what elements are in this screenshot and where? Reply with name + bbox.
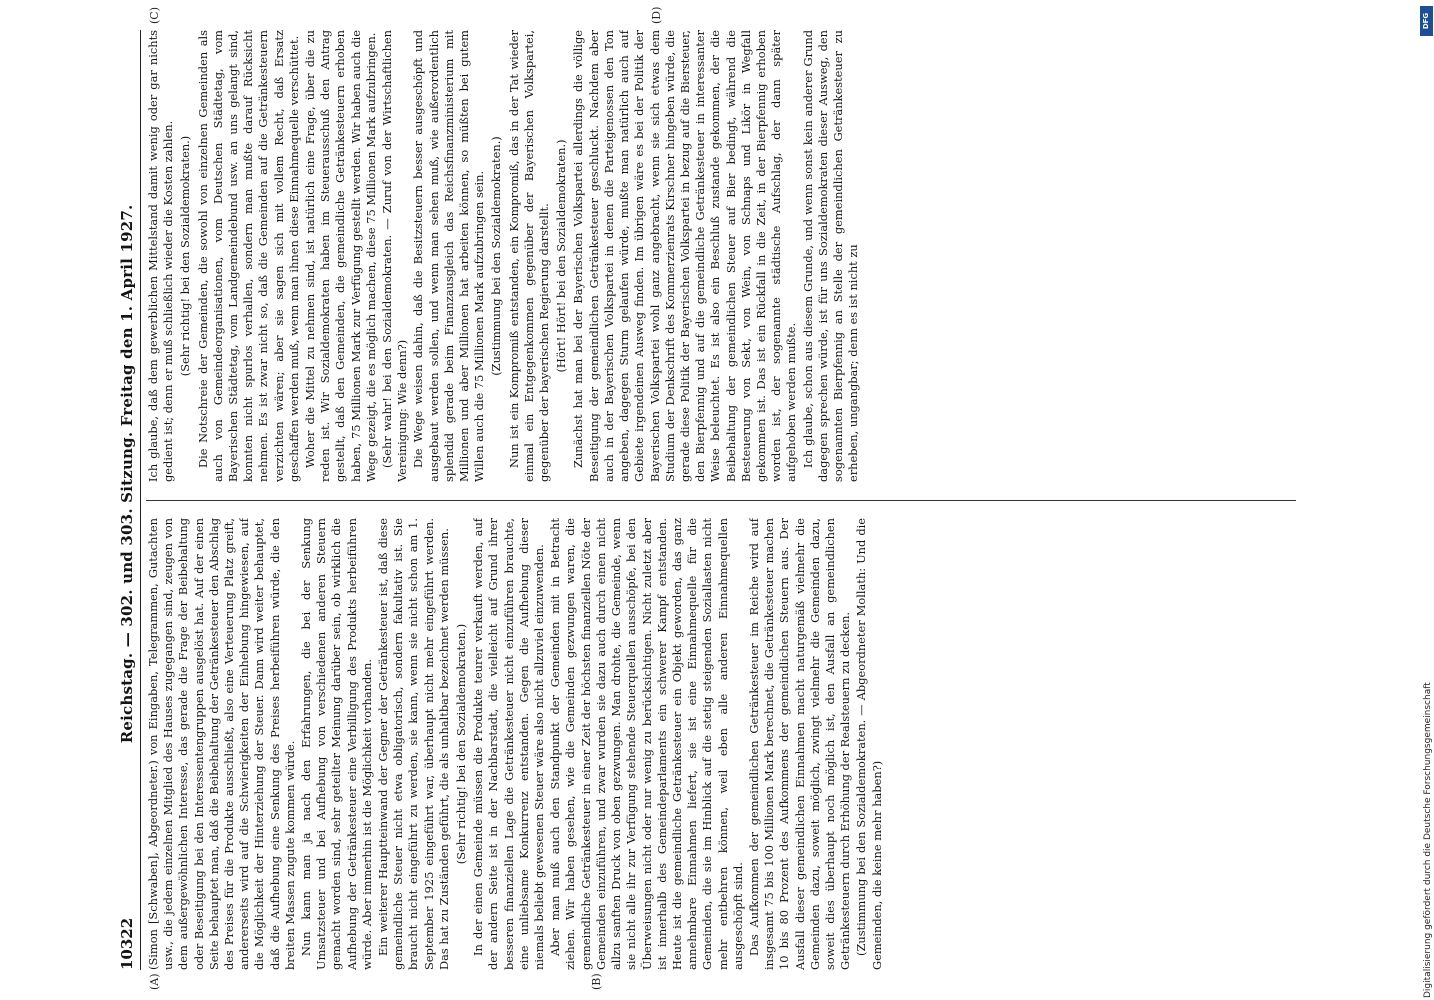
session-title: Reichstag. — 302. und 303. Sitzung. Freitag den 1. April 1927. xyxy=(118,204,136,744)
paragraph: Zunächst hat man bei der Bayerischen Volkspartei allerdings die völlige Beseitigung der gemeindlichen Getränkesteuer geschluckt. Nachdem aber auch in der Bayerischen Volkspartei in denen die Parteigenossen den Ton angeben, dagegen Sturm gelaufen würde, mußte man natürlich auch auf Gebiete irgendeinen Ausweg finden. Im übrigen wäre es bei der Politik der Bayerischen Volkspartei wohl ganz angebracht, wenn sie sich etwas dem Studium der Denkschrift des Kommerzienrats Kirschner hingeben würde, die gerade diese Politik der Bayerischen Volkspartei in bezug auf die Biersteuer, den Bierpfennig und auf die gemeindliche Getränkesteuer in interessanter Weise beleuchtet. Es ist also ein Beschluß zustande gekommen, der die Beibehaltung der gemeindlichen Steuer auf Bier bedingt, während die Besteuerung von Sekt, von Wein, von Schnaps und Likör in Wegfall gekommen ist. Das ist ein Rückfall in die Zeit, in der Bierpfennig erhoben worden ist, der sogenannte städtische Aufschlag, der dann später aufgehoben werden mußte. xyxy=(571,30,799,482)
left-column xyxy=(146,518,1306,970)
funding-note: Digitalisierung gefördert durch die Deutsche Forschungsgemeinschaft xyxy=(1423,682,1433,998)
paragraph: Die Notschreie der Gemeinden, die sowohl von einzelnen Gemeinden als auch von Gemeindeorganisationen, vom Deutschen Städtetag, vom Bayerischen Städtetag, vom Landgemeindebund usw. an uns gelangt sind, konnten nicht spurlos verhallen, sondern man mußte darauf Rücksicht nehmen. Es ist zwar nicht so, daß die Gemeinden auf die Getränkesteuern verzichten wären; aber sie sagen sich mit vollem Recht, daß Ersatz geschaffen werden muß, wenn man ihnen diese Einnahmequelle verschüttet. xyxy=(195,30,301,482)
interjection: (Sehr richtig! bei den Sozialdemokraten.) xyxy=(454,623,469,865)
paragraph: Ein weiterer Hauptteinwand der Gegner der Getränkesteuer ist, daß diese gemeindliche Steuer nicht etwa obligatorisch, sondern fakultativ ist. Sie braucht nicht eingeführt zu werden, sie kann, wenn sie nicht schon am 1. September 1925 eingeführt war, überhaupt nicht mehr eingeführt werden. Das hat zu Zuständen geführt, die als unhaltbar bezeichnet werden müssen. xyxy=(376,518,451,970)
margin-marker-d: (D) xyxy=(650,6,663,24)
paragraph: Das Aufkommen der gemeindlichen Getränkesteuer im Reiche wird auf insgesamt 75 bis 100 Millionen Mark berechnet, die Getränkesteuer machen 10 bis 80 Prozent des Aufkommens der gemeindlichen Steuern aus. Der Ausfall dieser gemeindlichen Einnahmen macht naturgemäß vielmehr die Gemeinden dazu, soweit möglich, zwingt vielmehr die Gemeinden dazu, soweit dies überhaupt noch möglich ist, den Ausfall an gemeindlichen Getränkesteuern durch Erhöhung der Realsteuern zu decken. xyxy=(746,518,853,970)
paragraph: Nun kann man ja nach den Erfahrungen, die bei der Senkung Umsatzsteuer und bei Aufhebung von verschiedenen anderen Steuern gemacht worden sind, sehr geteilter Meinung darüber sein, ob wirklich die Aufhebung der Getränkesteuer eine Verbilligung des Produkts herbeiführen würde. Aber immerhin ist die Möglichkeit vorhanden. xyxy=(299,518,374,970)
margin-marker-a: (A) xyxy=(148,973,161,990)
paragraph: Ich glaube, daß dem gewerblichen Mittelstand damit wenig oder gar nichts gedient ist; denn er muß schließlich wieder die Kosten zahlen. xyxy=(146,30,176,482)
paragraph: Nun ist ein Kompromiß entstanden, ein Kompromiß, das in der Tat wieder einmal ein Entgegenkommen gegenüber der Bayerischen Volkspartei, gegenüber der bayerischen Regierung darstellt. xyxy=(506,30,552,482)
column-divider xyxy=(146,500,1296,501)
page-number: 10322 xyxy=(118,917,136,970)
interjection: (Zustimmung bei den Sozialdemokraten. — Abgeordneter Mollath: Und die Gemeinden, die keine mehr haben?) xyxy=(854,518,884,970)
interjection: (Zustimmung bei den Sozialdemokraten.) xyxy=(489,136,504,376)
header-rule xyxy=(140,30,141,970)
paragraph: Die Wege weisen dahin, daß die Besitzsteuern besser ausgeschöpft und ausgebaut werden sollen, und wenn man sehen muß, wie außerordentlich splendid gerade beim Finanzausgleich das Reichsfinanzministerium mit Millionen und aber Millionen hat arbeiten können, so müßten bei gutem Willen auch die 75 Millionen Mark aufzubringen sein. xyxy=(411,30,487,482)
paragraph: (Simon [Schwaben], Abgeordneter.) von Eingaben, Telegrammen, Gutachten usw., die jedem einzelnen Mitglied des Hauses zugegangen sind, zeugen von dem außergewöhnlichen Interesse, das gerade die Frage der Beibehaltung oder Beseitigung bei den Interessentengruppen ausgelöst hat. Auf der einen Seite behauptet man, daß die Beibehaltung der Getränkesteuer den Abschlag des Preises für die Produkte ausschließt, also eine Verteuerung Platz greift, andererseits wird auf die Schwierigkeiten der Einhebung hingewiesen, auf die Möglichkeit der Hinterziehung der Steuer. Dann wird weiter behauptet, daß die Aufhebung eine Senkung des Preises herbeiführen würde, die den breiten Massen zugute kommen würde. xyxy=(146,518,297,970)
margin-marker-b: (B) xyxy=(590,973,603,990)
dfg-logo xyxy=(1420,6,1433,36)
paragraph: Aber man muß auch den Standpunkt der Gemeinden mit in Betracht ziehen. Wir haben gesehen, wie die Gemeinden gezwungen waren, die gemeindliche Getränkesteuer in einer Zeit der höchsten finanziellen Nöte der Gemeinden einzuführen, und zwar wurden sie dazu auch durch einen nicht allzu sanften Druck von oben gezwungen. Man drohte, die Gemeinde, wenn sie nicht alle ihr zur Verfügung stehende Steuerquellen ausschöpfe, bei den Überweisungen nicht oder nur wenig zu berücksichtigen. Nicht zuletzt aber ist innerhalb des Gemeindeparlaments ein schwerer Kampf entstanden. Heute ist die gemeindliche Getränkesteuer ein Objekt geworden, das ganz annehmbare Einnahmen liefert, sie ist eine Einnahmequelle für die Gemeinden, die sie im Hinblick auf die stetig steigenden Soziallasten nicht mehr entbehren können, weil eben alle anderen Einnahmequellen ausgeschöpft sind. xyxy=(548,518,745,970)
running-header xyxy=(110,30,136,970)
paragraph: In der einen Gemeinde müssen die Produkte teurer verkauft werden, auf der andern Seite ist in der Nachbarstadt, die vielleicht auf Grund ihrer besseren finanziellen Lage die Getränkesteuer nicht einzuführen brauchte, eine unliebsame Konkurrenz entstanden. Gegen die Aufhebung dieser niemals beliebt gewesenen Steuer wäre also nicht allzuviel einzuwenden. xyxy=(471,518,547,970)
paragraph: Ich glaube, schon aus diesem Grunde, und wenn sonst kein anderer Grund dagegen sprechen würde, ist für uns Sozialdemokraten dieser Ausweg, den sogenannten Bierpfennig an Stelle der gemeindlichen Getränkesteuer zu erheben, ungangbar; denn es ist nicht zu xyxy=(800,30,861,482)
margin-marker-c: (C) xyxy=(148,7,161,24)
interjection: (Sehr wahr! bei den Sozialdemokraten. — Zuruf von der Wirtschaftlichen Vereinigung: Wie denn?) xyxy=(380,30,410,482)
interjection: (Sehr richtig! bei den Sozialdemokraten.) xyxy=(178,135,193,377)
dfg-logo-text: DFG xyxy=(1422,12,1431,30)
interjection: (Hört! Hört! bei den Sozialdemokraten.) xyxy=(554,139,569,373)
scanned-page xyxy=(110,6,1320,990)
paragraph: Woher die Mittel zu nehmen sind, ist natürlich eine Frage, über die zu reden ist. Wir Sozialdemokraten haben im Steuerausschuß den Antrag gestellt, daß den Gemeinden, die gemeindliche Getränkesteuern erhoben haben, 75 Millionen Mark zur Verfügung gestellt werden. Wir haben auch die Wege gezeigt, die es möglich machen, diese 75 Millionen Mark aufzubringen. xyxy=(303,30,378,482)
right-column xyxy=(146,30,1306,482)
